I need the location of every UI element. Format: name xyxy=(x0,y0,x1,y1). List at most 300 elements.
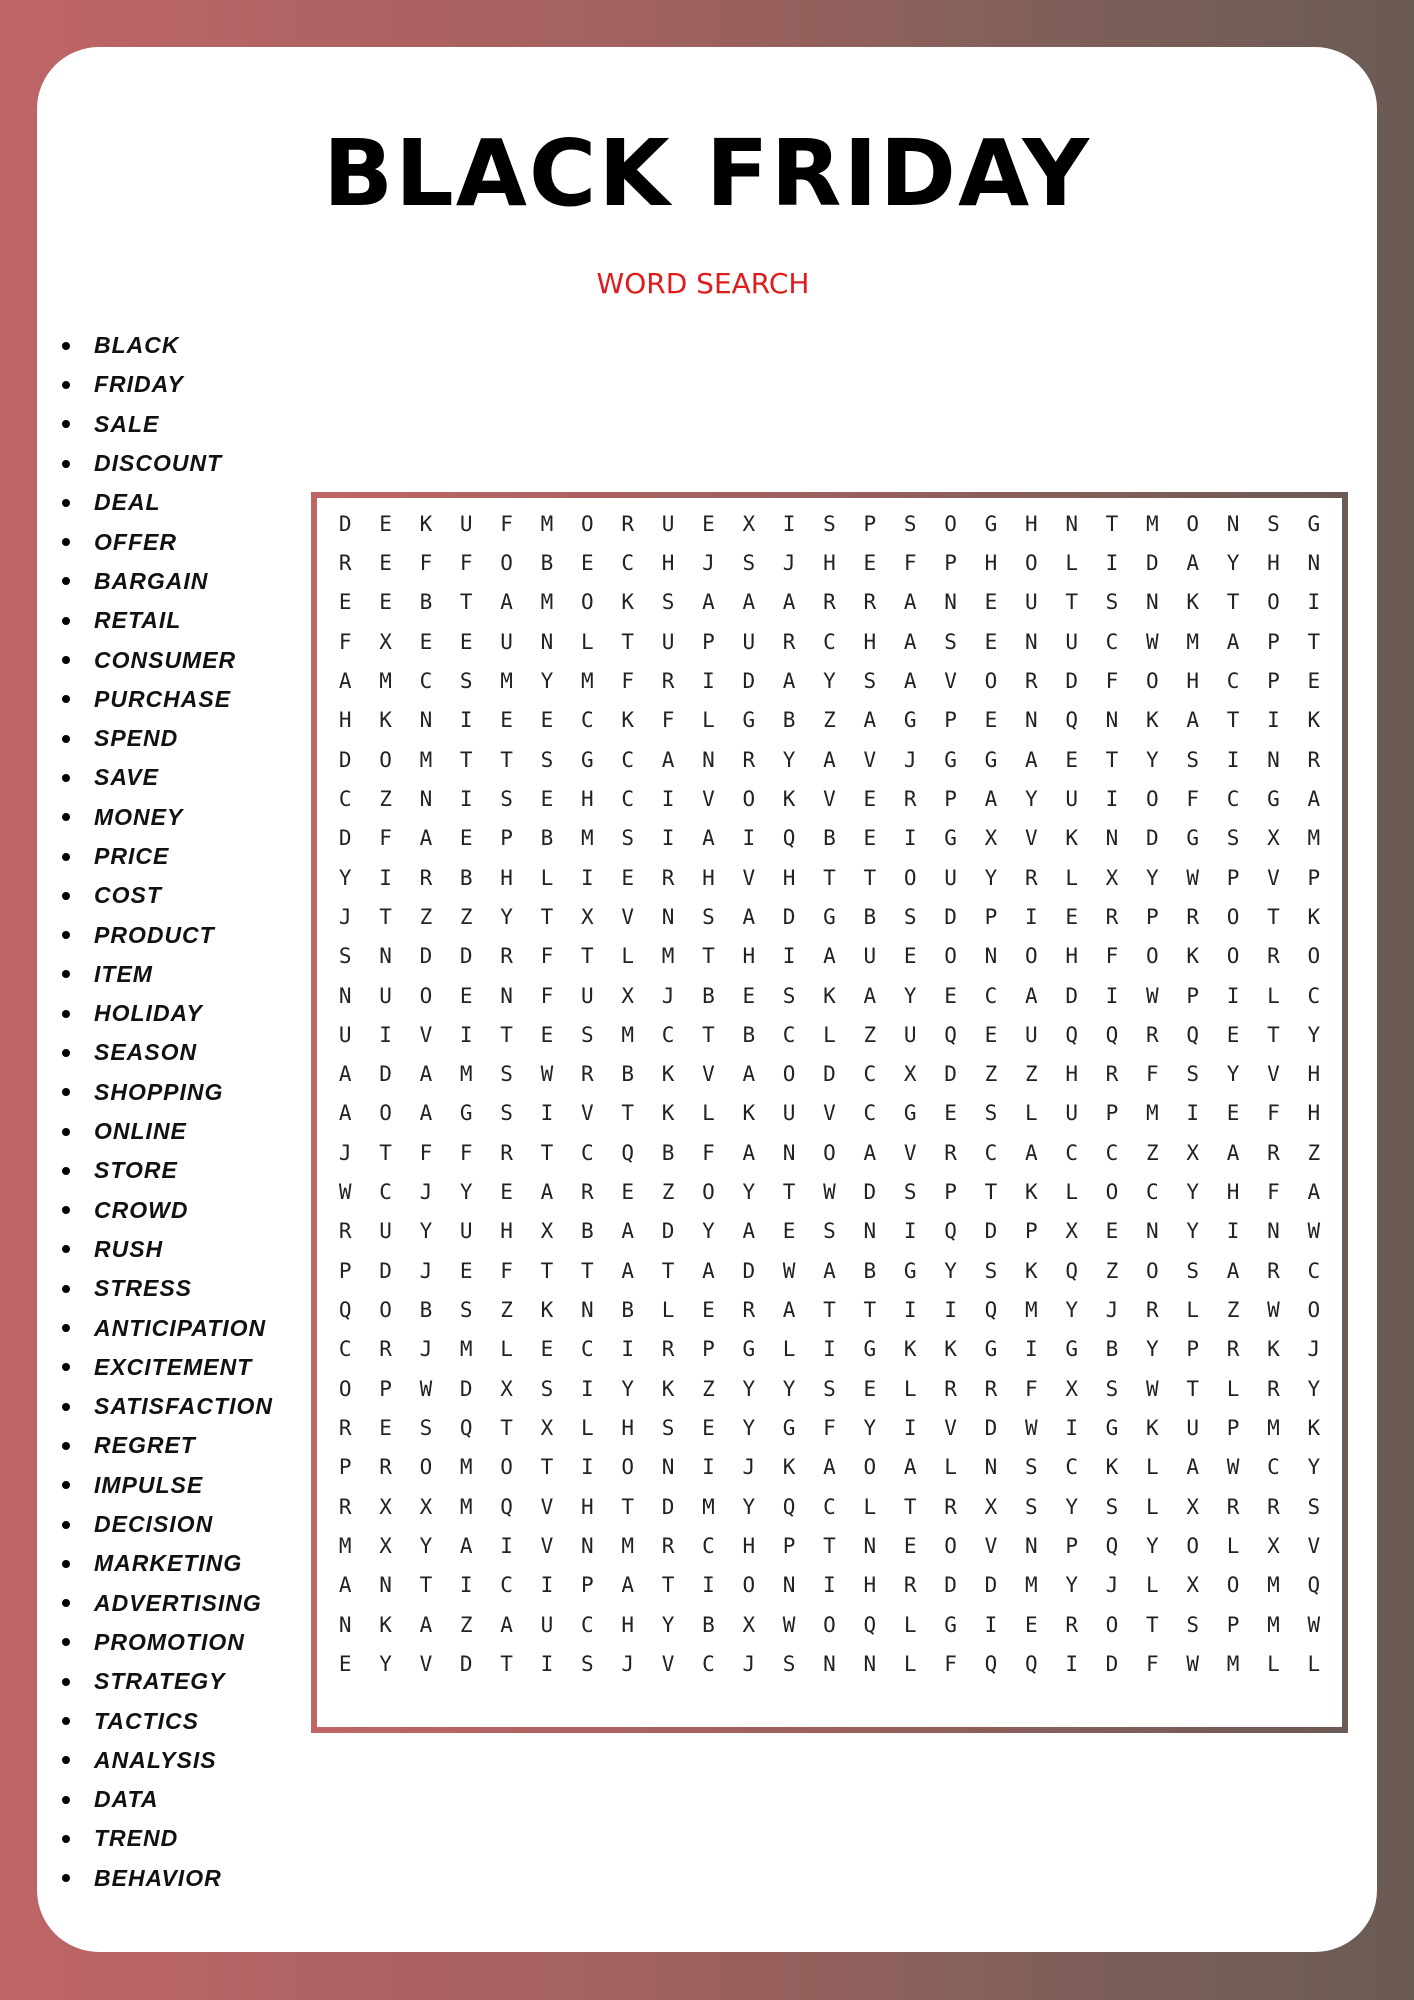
grid-cell[interactable]: A xyxy=(782,590,796,615)
grid-cell[interactable]: K xyxy=(661,1376,675,1401)
grid-cell[interactable]: K xyxy=(944,1337,957,1362)
grid-cell[interactable]: O xyxy=(419,983,433,1008)
grid-cell[interactable]: N xyxy=(702,747,715,772)
grid-cell[interactable]: C xyxy=(1105,1140,1119,1165)
grid-cell[interactable]: I xyxy=(1105,983,1119,1008)
grid-cell[interactable]: U xyxy=(459,1219,473,1244)
grid-cell[interactable]: A xyxy=(1186,550,1200,575)
grid-cell[interactable]: C xyxy=(581,1612,594,1637)
grid-cell[interactable]: O xyxy=(823,1612,836,1637)
grid-cell[interactable]: A xyxy=(823,1258,836,1283)
grid-cell[interactable]: I xyxy=(782,944,796,969)
grid-cell[interactable]: R xyxy=(944,1494,957,1519)
grid-cell[interactable]: T xyxy=(661,1573,675,1598)
grid-cell[interactable]: K xyxy=(903,1337,917,1362)
grid-cell[interactable]: D xyxy=(984,1573,998,1598)
grid-cell[interactable]: C xyxy=(581,1140,594,1165)
grid-cell[interactable]: K xyxy=(1024,1258,1038,1283)
grid-cell[interactable]: R xyxy=(742,1298,756,1323)
grid-cell[interactable]: K xyxy=(379,1612,392,1637)
grid-cell[interactable]: O xyxy=(1024,944,1038,969)
grid-cell[interactable]: P xyxy=(500,826,513,851)
grid-cell[interactable]: C xyxy=(782,1022,796,1047)
grid-cell[interactable]: D xyxy=(1105,1652,1119,1676)
grid-cell[interactable]: L xyxy=(1267,1652,1280,1676)
grid-cell[interactable]: A xyxy=(1024,983,1038,1008)
grid-cell[interactable]: U xyxy=(1065,629,1078,654)
grid-cell[interactable]: C xyxy=(863,1062,877,1087)
grid-cell[interactable]: V xyxy=(1307,1534,1321,1559)
grid-cell[interactable]: P xyxy=(1307,865,1321,890)
grid-cell[interactable]: F xyxy=(944,1652,957,1676)
grid-cell[interactable]: A xyxy=(540,1180,554,1205)
grid-cell[interactable]: M xyxy=(1186,629,1200,654)
grid-cell[interactable]: T xyxy=(500,1416,513,1441)
grid-cell[interactable]: P xyxy=(1186,1337,1200,1362)
grid-cell[interactable]: L xyxy=(702,708,715,733)
grid-cell[interactable]: Q xyxy=(944,1022,957,1047)
grid-cell[interactable]: L xyxy=(823,1022,836,1047)
grid-cell[interactable]: H xyxy=(863,629,877,654)
grid-cell[interactable]: L xyxy=(1065,1180,1078,1205)
grid-cell[interactable]: S xyxy=(1186,747,1200,772)
grid-cell[interactable]: Y xyxy=(903,983,917,1008)
grid-cell[interactable]: T xyxy=(661,1258,675,1283)
grid-cell[interactable]: T xyxy=(863,865,877,890)
grid-cell[interactable]: Q xyxy=(1307,1573,1321,1598)
grid-cell[interactable]: T xyxy=(1186,1376,1200,1401)
grid-cell[interactable]: S xyxy=(338,944,352,969)
grid-cell[interactable]: A xyxy=(459,1534,473,1559)
grid-cell[interactable]: S xyxy=(581,1652,594,1676)
grid-cell[interactable]: M xyxy=(500,668,513,693)
grid-cell[interactable]: O xyxy=(984,668,998,693)
grid-cell[interactable]: E xyxy=(379,1416,392,1441)
grid-cell[interactable]: X xyxy=(1267,826,1280,851)
grid-cell[interactable]: R xyxy=(1146,1022,1159,1047)
grid-cell[interactable]: L xyxy=(782,1337,796,1362)
grid-cell[interactable]: C xyxy=(702,1534,715,1559)
grid-cell[interactable]: N xyxy=(984,1455,998,1480)
grid-cell[interactable]: A xyxy=(1307,1180,1321,1205)
grid-cell[interactable]: P xyxy=(944,708,957,733)
grid-cell[interactable]: O xyxy=(903,865,917,890)
grid-cell[interactable]: O xyxy=(1226,904,1240,929)
grid-cell[interactable]: Y xyxy=(742,1494,756,1519)
grid-cell[interactable]: Y xyxy=(540,668,554,693)
grid-cell[interactable]: F xyxy=(621,668,635,693)
grid-cell[interactable]: M xyxy=(702,1494,715,1519)
grid-cell[interactable]: R xyxy=(338,1494,352,1519)
grid-cell[interactable]: V xyxy=(944,1416,957,1441)
grid-cell[interactable]: K xyxy=(1267,1337,1280,1362)
grid-cell[interactable]: I xyxy=(702,1455,715,1480)
grid-cell[interactable]: O xyxy=(1186,511,1200,536)
grid-cell[interactable]: V xyxy=(984,1534,998,1559)
grid-cell[interactable]: C xyxy=(500,1573,513,1598)
grid-cell[interactable]: I xyxy=(823,1573,836,1598)
grid-cell[interactable]: A xyxy=(419,826,433,851)
grid-cell[interactable]: R xyxy=(500,1140,513,1165)
grid-cell[interactable]: F xyxy=(540,944,554,969)
grid-cell[interactable]: G xyxy=(823,904,836,929)
grid-cell[interactable]: F xyxy=(419,1140,433,1165)
grid-cell[interactable]: O xyxy=(1267,590,1280,615)
grid-cell[interactable]: U xyxy=(661,629,675,654)
grid-cell[interactable]: S xyxy=(903,1180,917,1205)
grid-cell[interactable]: N xyxy=(1024,708,1038,733)
grid-cell[interactable]: K xyxy=(1146,1416,1159,1441)
grid-cell[interactable]: I xyxy=(1024,904,1038,929)
grid-cell[interactable]: T xyxy=(621,1494,635,1519)
grid-cell[interactable]: G xyxy=(944,826,957,851)
grid-cell[interactable]: E xyxy=(742,983,756,1008)
grid-cell[interactable]: T xyxy=(1307,629,1321,654)
grid-cell[interactable]: M xyxy=(581,668,594,693)
grid-cell[interactable]: O xyxy=(742,1573,756,1598)
grid-cell[interactable]: X xyxy=(1065,1376,1078,1401)
grid-cell[interactable]: C xyxy=(581,1337,594,1362)
grid-cell[interactable]: O xyxy=(1146,944,1159,969)
grid-cell[interactable]: B xyxy=(782,708,796,733)
grid-cell[interactable]: Y xyxy=(742,1180,756,1205)
grid-cell[interactable]: R xyxy=(661,1337,675,1362)
grid-cell[interactable]: Q xyxy=(782,1494,796,1519)
grid-cell[interactable]: W xyxy=(823,1180,836,1205)
grid-cell[interactable]: S xyxy=(1024,1494,1038,1519)
grid-cell[interactable]: X xyxy=(1186,1494,1200,1519)
grid-cell[interactable]: G xyxy=(1267,786,1280,811)
grid-cell[interactable]: O xyxy=(863,1455,877,1480)
grid-cell[interactable]: N xyxy=(581,1534,594,1559)
grid-cell[interactable]: H xyxy=(863,1573,877,1598)
grid-cell[interactable]: G xyxy=(903,1258,917,1283)
grid-cell[interactable]: I xyxy=(459,708,473,733)
grid-cell[interactable]: T xyxy=(823,1534,836,1559)
grid-cell[interactable]: M xyxy=(1024,1573,1038,1598)
grid-cell[interactable]: I xyxy=(1065,1416,1078,1441)
grid-cell[interactable]: F xyxy=(661,708,675,733)
grid-cell[interactable]: J xyxy=(419,1180,433,1205)
grid-cell[interactable]: N xyxy=(581,1298,594,1323)
grid-cell[interactable]: A xyxy=(419,1612,433,1637)
grid-cell[interactable]: F xyxy=(903,550,917,575)
grid-cell[interactable]: A xyxy=(1186,708,1200,733)
grid-cell[interactable]: O xyxy=(944,1534,957,1559)
grid-cell[interactable]: B xyxy=(661,1140,675,1165)
grid-cell[interactable]: V xyxy=(702,786,715,811)
grid-cell[interactable]: C xyxy=(621,550,635,575)
grid-cell[interactable]: E xyxy=(863,786,877,811)
grid-cell[interactable]: J xyxy=(338,1140,352,1165)
grid-cell[interactable]: Y xyxy=(1146,865,1159,890)
grid-cell[interactable]: W xyxy=(1186,865,1200,890)
grid-cell[interactable]: B xyxy=(419,590,433,615)
grid-cell[interactable]: O xyxy=(379,1101,392,1126)
grid-cell[interactable]: I xyxy=(581,1455,594,1480)
grid-cell[interactable]: C xyxy=(661,1022,675,1047)
grid-cell[interactable]: F xyxy=(1186,786,1200,811)
grid-cell[interactable]: S xyxy=(944,629,957,654)
grid-cell[interactable]: Y xyxy=(1065,1298,1078,1323)
grid-cell[interactable]: Q xyxy=(500,1494,513,1519)
grid-cell[interactable]: C xyxy=(1267,1455,1280,1480)
grid-cell[interactable]: I xyxy=(823,1337,836,1362)
grid-cell[interactable]: M xyxy=(1267,1612,1280,1637)
grid-cell[interactable]: F xyxy=(540,983,554,1008)
grid-cell[interactable]: E xyxy=(944,983,957,1008)
grid-cell[interactable]: Q xyxy=(459,1416,473,1441)
grid-cell[interactable]: H xyxy=(742,944,756,969)
grid-cell[interactable]: N xyxy=(1024,1534,1038,1559)
grid-cell[interactable]: T xyxy=(379,904,392,929)
grid-cell[interactable]: H xyxy=(500,865,513,890)
grid-cell[interactable]: B xyxy=(702,983,715,1008)
grid-cell[interactable]: Y xyxy=(338,865,352,890)
grid-cell[interactable]: W xyxy=(419,1376,433,1401)
grid-cell[interactable]: X xyxy=(540,1219,554,1244)
grid-cell[interactable]: Y xyxy=(1146,1337,1159,1362)
grid-cell[interactable]: V xyxy=(702,1062,715,1087)
grid-cell[interactable]: N xyxy=(1105,708,1119,733)
grid-cell[interactable]: Y xyxy=(1146,1534,1159,1559)
grid-cell[interactable]: K xyxy=(782,786,796,811)
grid-cell[interactable]: L xyxy=(581,629,594,654)
grid-cell[interactable]: H xyxy=(661,550,675,575)
grid-cell[interactable]: Y xyxy=(500,904,513,929)
grid-cell[interactable]: Z xyxy=(379,786,392,811)
grid-cell[interactable]: I xyxy=(903,1219,917,1244)
grid-cell[interactable]: R xyxy=(661,1534,675,1559)
grid-cell[interactable]: O xyxy=(1024,550,1038,575)
grid-cell[interactable]: Q xyxy=(1105,1534,1119,1559)
grid-cell[interactable]: I xyxy=(459,786,473,811)
grid-cell[interactable]: S xyxy=(863,668,877,693)
grid-cell[interactable]: D xyxy=(823,1062,836,1087)
grid-cell[interactable]: M xyxy=(621,1022,635,1047)
grid-cell[interactable]: E xyxy=(782,1219,796,1244)
grid-cell[interactable]: M xyxy=(1226,1652,1240,1676)
grid-cell[interactable]: Y xyxy=(1065,1494,1078,1519)
grid-cell[interactable]: T xyxy=(702,1022,715,1047)
grid-cell[interactable]: L xyxy=(621,944,635,969)
grid-cell[interactable]: D xyxy=(338,511,352,536)
grid-cell[interactable]: A xyxy=(903,629,917,654)
grid-cell[interactable]: D xyxy=(338,747,352,772)
grid-cell[interactable]: E xyxy=(984,1022,998,1047)
grid-cell[interactable]: V xyxy=(540,1494,554,1519)
grid-cell[interactable]: S xyxy=(984,1101,998,1126)
grid-cell[interactable]: T xyxy=(500,747,513,772)
grid-cell[interactable]: Y xyxy=(944,1258,957,1283)
grid-cell[interactable]: V xyxy=(419,1022,433,1047)
grid-cell[interactable]: I xyxy=(702,1573,715,1598)
grid-cell[interactable]: B xyxy=(702,1612,715,1637)
grid-cell[interactable]: V xyxy=(903,1140,917,1165)
grid-cell[interactable]: A xyxy=(500,1612,513,1637)
grid-cell[interactable]: X xyxy=(984,1494,998,1519)
grid-cell[interactable]: R xyxy=(1065,1612,1078,1637)
grid-cell[interactable]: E xyxy=(984,629,998,654)
grid-cell[interactable]: P xyxy=(1267,629,1280,654)
grid-cell[interactable]: O xyxy=(1307,1298,1321,1323)
grid-cell[interactable]: A xyxy=(984,786,998,811)
grid-cell[interactable]: H xyxy=(742,1534,756,1559)
grid-cell[interactable]: G xyxy=(1307,511,1321,536)
grid-cell[interactable]: O xyxy=(944,511,957,536)
grid-cell[interactable]: G xyxy=(863,1337,877,1362)
grid-cell[interactable]: N xyxy=(338,1612,352,1637)
grid-cell[interactable]: A xyxy=(863,708,877,733)
grid-cell[interactable]: H xyxy=(702,865,715,890)
grid-cell[interactable]: Z xyxy=(661,1180,675,1205)
grid-cell[interactable]: I xyxy=(1267,708,1280,733)
grid-cell[interactable]: Q xyxy=(1065,1022,1078,1047)
grid-cell[interactable]: I xyxy=(661,826,675,851)
grid-cell[interactable]: H xyxy=(1024,511,1038,536)
grid-cell[interactable]: A xyxy=(1226,1258,1240,1283)
grid-cell[interactable]: K xyxy=(782,1455,796,1480)
grid-cell[interactable]: G xyxy=(782,1416,796,1441)
grid-cell[interactable]: H xyxy=(1186,668,1200,693)
grid-cell[interactable]: Y xyxy=(702,1219,715,1244)
grid-cell[interactable]: N xyxy=(1267,747,1280,772)
grid-cell[interactable]: S xyxy=(823,1219,836,1244)
grid-cell[interactable]: H xyxy=(621,1612,635,1637)
grid-cell[interactable]: I xyxy=(1105,786,1119,811)
grid-cell[interactable]: I xyxy=(540,1101,554,1126)
grid-cell[interactable]: D xyxy=(379,1258,392,1283)
grid-cell[interactable]: X xyxy=(540,1416,554,1441)
grid-cell[interactable]: Y xyxy=(1307,1022,1321,1047)
grid-cell[interactable]: X xyxy=(984,826,998,851)
grid-cell[interactable]: M xyxy=(661,944,675,969)
grid-cell[interactable]: R xyxy=(338,550,352,575)
grid-cell[interactable]: D xyxy=(379,1062,392,1087)
grid-cell[interactable]: T xyxy=(540,1140,554,1165)
grid-cell[interactable]: G xyxy=(1186,826,1200,851)
grid-cell[interactable]: I xyxy=(379,865,392,890)
grid-cell[interactable]: E xyxy=(863,550,877,575)
grid-cell[interactable]: W xyxy=(1146,983,1159,1008)
grid-cell[interactable]: Y xyxy=(984,865,998,890)
grid-cell[interactable]: S xyxy=(500,1101,513,1126)
grid-cell[interactable]: M xyxy=(1146,1101,1159,1126)
grid-cell[interactable]: L xyxy=(661,1298,675,1323)
grid-cell[interactable]: Y xyxy=(782,1376,796,1401)
grid-cell[interactable]: H xyxy=(1307,1062,1321,1087)
grid-cell[interactable]: Q xyxy=(863,1612,877,1637)
grid-cell[interactable]: F xyxy=(1105,668,1119,693)
grid-cell[interactable]: V xyxy=(621,904,635,929)
grid-cell[interactable]: B xyxy=(823,826,836,851)
grid-cell[interactable]: I xyxy=(944,1298,957,1323)
grid-cell[interactable]: T xyxy=(1226,708,1240,733)
grid-cell[interactable]: X xyxy=(1267,1534,1280,1559)
grid-cell[interactable]: Y xyxy=(419,1534,433,1559)
grid-cell[interactable]: B xyxy=(581,1219,594,1244)
grid-cell[interactable]: G xyxy=(1065,1337,1078,1362)
grid-cell[interactable]: N xyxy=(782,1573,796,1598)
grid-cell[interactable]: R xyxy=(581,1180,594,1205)
grid-cell[interactable]: R xyxy=(984,1376,998,1401)
grid-cell[interactable]: G xyxy=(984,747,998,772)
grid-cell[interactable]: E xyxy=(1065,747,1078,772)
grid-cell[interactable]: T xyxy=(621,629,635,654)
grid-cell[interactable]: V xyxy=(581,1101,594,1126)
grid-cell[interactable]: N xyxy=(661,904,675,929)
grid-cell[interactable]: X xyxy=(1105,865,1119,890)
grid-cell[interactable]: P xyxy=(1186,983,1200,1008)
grid-cell[interactable]: R xyxy=(782,629,796,654)
grid-cell[interactable]: T xyxy=(581,944,594,969)
grid-cell[interactable]: S xyxy=(1105,590,1119,615)
grid-cell[interactable]: T xyxy=(459,747,473,772)
grid-cell[interactable]: N xyxy=(379,944,392,969)
grid-cell[interactable]: P xyxy=(1105,1101,1119,1126)
grid-cell[interactable]: O xyxy=(1226,1573,1240,1598)
grid-cell[interactable]: R xyxy=(661,668,675,693)
grid-cell[interactable]: B xyxy=(419,1298,433,1323)
grid-cell[interactable]: N xyxy=(1307,550,1321,575)
grid-cell[interactable]: R xyxy=(1186,904,1200,929)
grid-cell[interactable]: H xyxy=(621,1416,635,1441)
grid-cell[interactable]: G xyxy=(984,511,998,536)
grid-cell[interactable]: S xyxy=(782,1652,796,1676)
grid-cell[interactable]: E xyxy=(702,511,715,536)
grid-cell[interactable]: D xyxy=(338,826,352,851)
grid-cell[interactable]: O xyxy=(581,511,594,536)
grid-cell[interactable]: S xyxy=(459,1298,473,1323)
grid-cell[interactable]: X xyxy=(419,1494,433,1519)
grid-cell[interactable]: C xyxy=(621,786,635,811)
grid-cell[interactable]: I xyxy=(1226,983,1240,1008)
grid-cell[interactable]: A xyxy=(702,1258,715,1283)
grid-cell[interactable]: O xyxy=(500,1455,513,1480)
grid-cell[interactable]: X xyxy=(500,1376,513,1401)
grid-cell[interactable]: H xyxy=(581,1494,594,1519)
grid-cell[interactable]: A xyxy=(903,1455,917,1480)
grid-cell[interactable]: J xyxy=(1307,1337,1321,1362)
grid-cell[interactable]: R xyxy=(1267,944,1280,969)
grid-cell[interactable]: P xyxy=(1065,1534,1078,1559)
grid-cell[interactable]: E xyxy=(459,826,473,851)
grid-cell[interactable]: K xyxy=(1186,944,1200,969)
grid-cell[interactable]: V xyxy=(419,1652,433,1676)
grid-cell[interactable]: I xyxy=(500,1534,513,1559)
grid-cell[interactable]: O xyxy=(944,944,957,969)
grid-cell[interactable]: P xyxy=(581,1573,594,1598)
grid-cell[interactable]: R xyxy=(1307,747,1321,772)
grid-cell[interactable]: X xyxy=(379,1494,392,1519)
grid-cell[interactable]: S xyxy=(782,983,796,1008)
grid-cell[interactable]: W xyxy=(1024,1416,1038,1441)
grid-cell[interactable]: E xyxy=(944,1101,957,1126)
grid-cell[interactable]: E xyxy=(379,590,392,615)
grid-cell[interactable]: Y xyxy=(742,1416,756,1441)
grid-cell[interactable]: T xyxy=(379,1140,392,1165)
grid-cell[interactable]: T xyxy=(540,1455,554,1480)
grid-cell[interactable]: T xyxy=(702,944,715,969)
grid-cell[interactable]: E xyxy=(338,1652,352,1676)
grid-cell[interactable]: E xyxy=(1024,1612,1038,1637)
grid-cell[interactable]: B xyxy=(863,1258,877,1283)
grid-cell[interactable]: M xyxy=(459,1337,473,1362)
grid-cell[interactable]: A xyxy=(782,668,796,693)
grid-cell[interactable]: K xyxy=(419,511,433,536)
grid-cell[interactable]: Z xyxy=(1226,1298,1240,1323)
grid-cell[interactable]: A xyxy=(702,826,715,851)
